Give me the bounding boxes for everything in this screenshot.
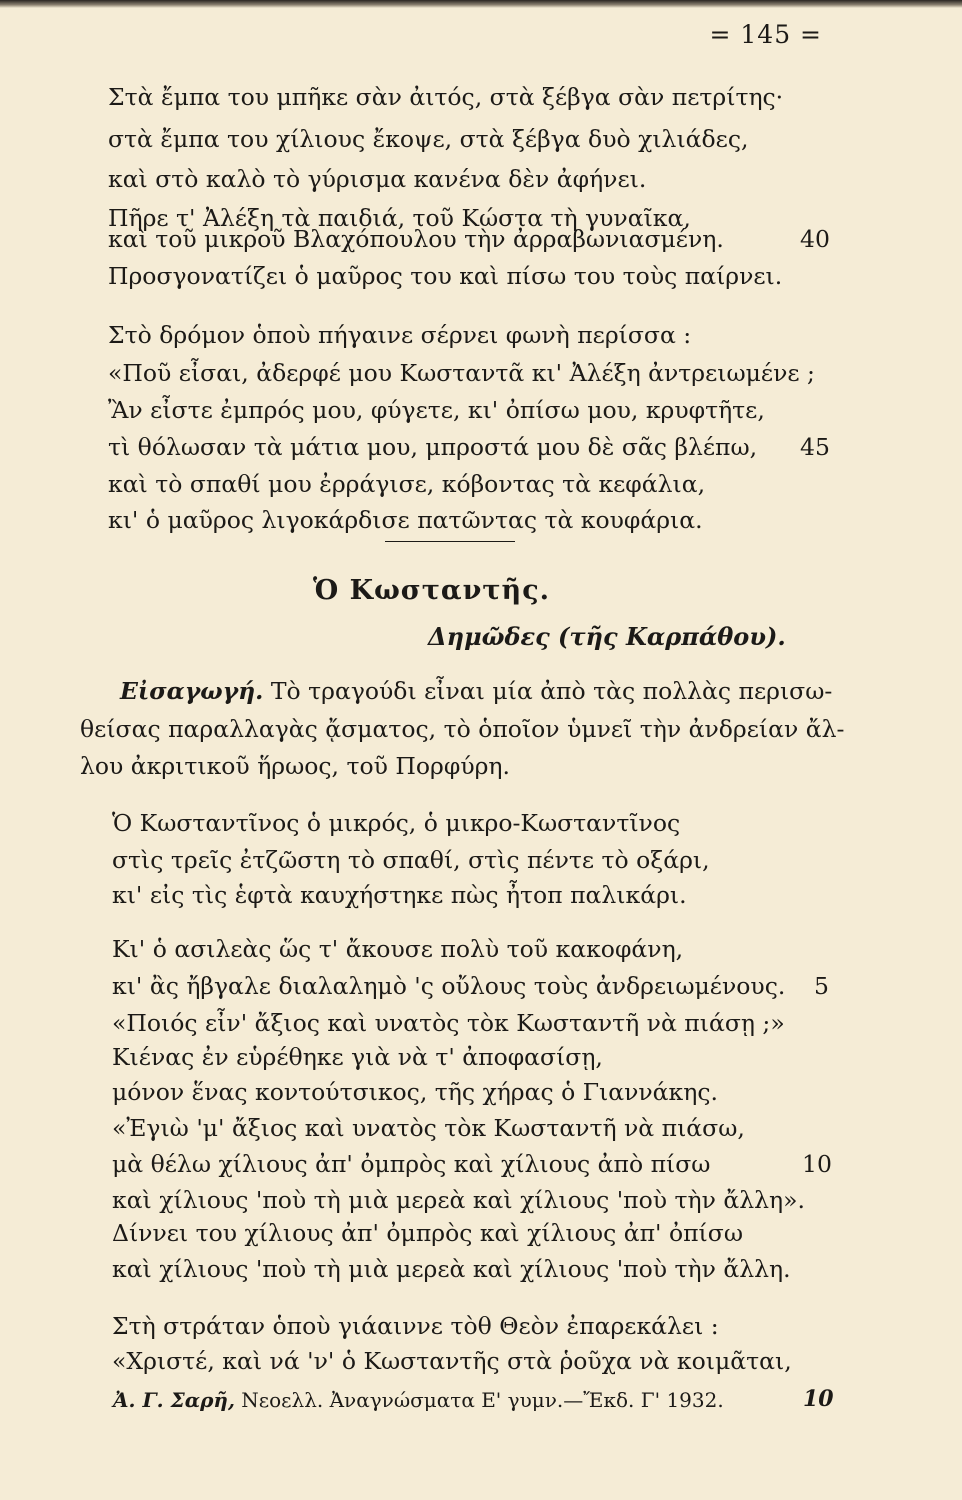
intro-first-line <box>120 677 833 705</box>
verse-line: Κι' ὁ ασιλεὰς ὥς τ' ἄκουσε πολὺ τοῦ κακοφάνη, <box>112 935 684 963</box>
verse-line: Στὸ δρόμον ὁποὺ πήγαινε σέρνει φωνὴ περίσσα : <box>108 321 692 349</box>
verse-line: κι' εἰς τὶς ἑφτὰ καυχήστηκε πὼς ἦτοπ παλικάρι. <box>112 881 687 909</box>
line-number: 5 <box>814 972 829 1000</box>
intro-line: λου ἀκριτικοῦ ἥρωος, τοῦ Πορφύρη. <box>80 752 510 780</box>
verse-line: «Ἐγιὼ 'μ' ἄξιος καὶ υνατὸς τὸκ Κωσταντῆ νὰ πιάσω, <box>112 1114 745 1142</box>
section-divider <box>385 541 515 542</box>
verse-line: καὶ χίλιους 'ποὺ τὴ μιὰ μερεὰ καὶ χίλιους 'ποὺ τὴν ἄλλη». <box>112 1186 805 1214</box>
verse-line: καὶ τοῦ μικροῦ Βλαχόπουλου τὴν ἀρραβωνιασμένη. <box>108 225 724 253</box>
line-number: 40 <box>800 225 830 253</box>
verse-line: Ἂν εἶστε ἐμπρός μου, φύγετε, κι' ὀπίσω μου, κρυφτῆτε, <box>108 396 765 424</box>
poem-title: Ὁ Κωσταντῆς. <box>313 575 551 606</box>
verse-line: μόνον ἕνας κοντούτσικος, τῆς χήρας ὁ Γιαννάκης. <box>112 1078 718 1106</box>
verse-line: Δίννει του χίλιους ἀπ' ὀμπρὸς καὶ χίλιους ἀπ' ὀπίσω <box>112 1219 743 1247</box>
verse-line: «Ποιός εἶν' ἄξιος καὶ υνατὸς τὸκ Κωσταντῆ νὰ πιάσῃ ;» <box>112 1009 785 1037</box>
verse-line: στὰ ἔμπα του χίλιους ἔκοψε, στὰ ξέβγα δυὸ χιλιάδες, <box>108 125 749 153</box>
line-number: 10 <box>802 1150 832 1178</box>
page-top-edge <box>0 0 962 8</box>
verse-line: καὶ τὸ σπαθί μου ἐρράγισε, κόβοντας τὰ κεφάλια, <box>108 470 706 498</box>
verse-line: «Χριστέ, καὶ νά 'ν' ὁ Κωσταντῆς στὰ ῥοῦχα νὰ κοιμᾶται, <box>112 1347 792 1375</box>
footer-text: Νεοελλ. Ἀναγνώσματα Ε' γυμν.—Ἔκδ. Γ' 1932. <box>234 1388 724 1412</box>
verse-line: Κιένας ἐν εὑρέθηκε γιὰ νὰ τ' ἀποφασίσῃ, <box>112 1043 603 1071</box>
page-number: = 145 = <box>709 20 822 49</box>
verse-line: «Ποῦ εἶσαι, ἀδερφέ μου Κωσταντᾶ κι' Ἀλέξη ἀντρειωμένε ; <box>108 359 815 387</box>
intro-line: θείσας παραλλαγὰς ᾄσματος, τὸ ὁποῖον ὑμνεῖ τὴν ἀνδρείαν ἄλ- <box>80 715 845 743</box>
verse-line: Προσγονατίζει ὁ μαῦρος του καὶ πίσω του τοὺς παίρνει. <box>108 262 783 290</box>
poem-subtitle: Δημῶδες (τῆς Καρπάθου). <box>428 622 786 651</box>
footer-signature: 10 <box>803 1386 834 1412</box>
line-number: 45 <box>800 433 830 461</box>
footer-author: Ἀ. Γ. Σαρῆ, <box>113 1388 235 1412</box>
verse-line: μὰ θέλω χίλιους ἀπ' ὀμπρὸς καὶ χίλιους ἀπὸ πίσω <box>112 1150 711 1178</box>
verse-line: κι' ἂς ἤβγαλε διαλαλημὸ 'ς οὔλους τοὺς ἀνδρειωμένους. <box>112 972 786 1000</box>
verse-line: Ὁ Κωσταντῖνος ὁ μικρός, ὁ μικρο-Κωσταντῖνος <box>112 809 681 837</box>
footer-citation <box>113 1388 724 1412</box>
verse-line: Στὰ ἔμπα του μπῆκε σὰν ἀιτός, στὰ ξέβγα σὰν πετρίτης· <box>108 83 784 111</box>
verse-line: καὶ στὸ καλὸ τὸ γύρισμα κανένα δὲν ἀφήνει. <box>108 165 647 193</box>
verse-line: στὶς τρεῖς ἐτζῶστη τὸ σπαθί, στὶς πέντε τὸ οξάρι, <box>112 846 710 874</box>
intro-text: Τὸ τραγούδι εἶναι μία ἀπὸ τὰς πολλὰς περισω- <box>263 677 833 705</box>
intro-label: Εἰσαγωγή. <box>120 677 264 705</box>
verse-line: κι' ὁ μαῦρος λιγοκάρδισε πατῶντας τὰ κουφάρια. <box>108 506 703 534</box>
verse-line: Πῆρε τ' Ἀλέξη τὰ παιδιά, τοῦ Κώστα τὴ γυναῖκα, <box>108 204 691 232</box>
verse-line: καὶ χίλιους 'ποὺ τὴ μιὰ μερεὰ καὶ χίλιους 'ποὺ τὴν ἄλλη. <box>112 1255 791 1283</box>
verse-line: Στὴ στράταν ὁποὺ γιάαιννε τὸθ Θεὸν ἐπαρεκάλει : <box>112 1312 719 1340</box>
verse-line: τὶ θόλωσαν τὰ μάτια μου, μπροστά μου δὲ σᾶς βλέπω, <box>108 433 758 461</box>
